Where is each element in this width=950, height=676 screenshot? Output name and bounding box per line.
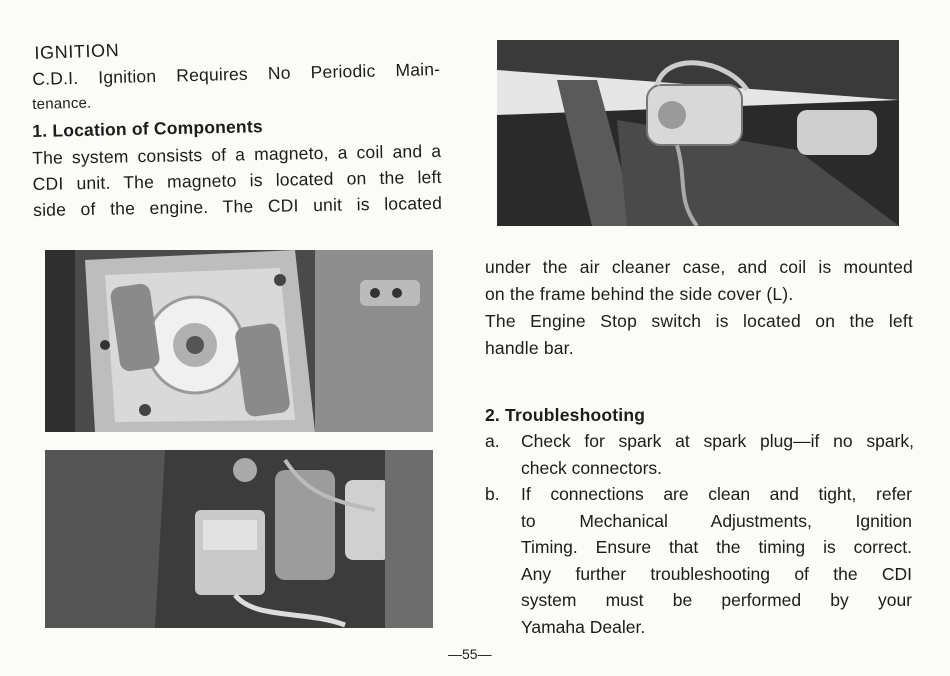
location-line-3: side of the engine. The CDI unit is located <box>32 192 443 220</box>
location-line-4: under the air cleaner case, and coil is mounted <box>485 257 913 277</box>
coil-photo <box>497 40 899 226</box>
troubleshooting-item-a <box>485 428 915 482</box>
item-b-marker: b. <box>485 484 500 504</box>
location-paragraph-col1 <box>32 138 442 223</box>
location-line-1: The system consists of a magneto, a coil and a <box>32 140 442 168</box>
item-a-body <box>521 428 914 481</box>
location-line-7: handle bar. <box>485 338 574 358</box>
cdi-unit-illustration <box>45 450 433 628</box>
item-b-line-4: Any further troubleshooting of the CDI <box>521 563 912 584</box>
item-b-line-6: Yamaha Dealer. <box>521 616 646 637</box>
location-line-2: CDI unit. The magneto is located on the left <box>32 166 442 194</box>
section-title: IGNITION <box>34 40 120 63</box>
troubleshooting-item-b <box>485 481 915 641</box>
magneto-photo <box>45 250 433 432</box>
item-b-body <box>521 481 912 640</box>
intro-text-1: C.D.I. Ignition Requires No Periodic Main- <box>32 59 441 89</box>
location-heading: 1. Location of Components <box>32 116 263 141</box>
item-a-line-2: check connectors. <box>521 457 663 478</box>
item-a-line-1: Check for spark at spark plug—if no spark, <box>521 431 914 451</box>
troubleshooting-heading: 2. Troubleshooting <box>485 405 646 425</box>
item-a-marker: a. <box>485 431 500 451</box>
page-number: —55— <box>448 646 492 662</box>
cdi-unit-photo <box>45 450 433 628</box>
item-b-line-2: to Mechanical Adjustments, Ignition <box>521 510 912 531</box>
item-b-line-1: If connections are clean and tight, refer <box>521 484 912 504</box>
item-b-line-5: system must be performed by your <box>521 590 912 610</box>
coil-illustration <box>497 40 899 226</box>
location-line-6: The Engine Stop switch is located on the left <box>485 311 913 331</box>
intro-line-2: tenance. <box>32 94 92 113</box>
item-b-line-3: Timing. Ensure that the timing is correct. <box>521 537 912 557</box>
magneto-illustration <box>45 250 433 432</box>
location-line-5: on the frame behind the side cover (L). <box>485 284 794 304</box>
